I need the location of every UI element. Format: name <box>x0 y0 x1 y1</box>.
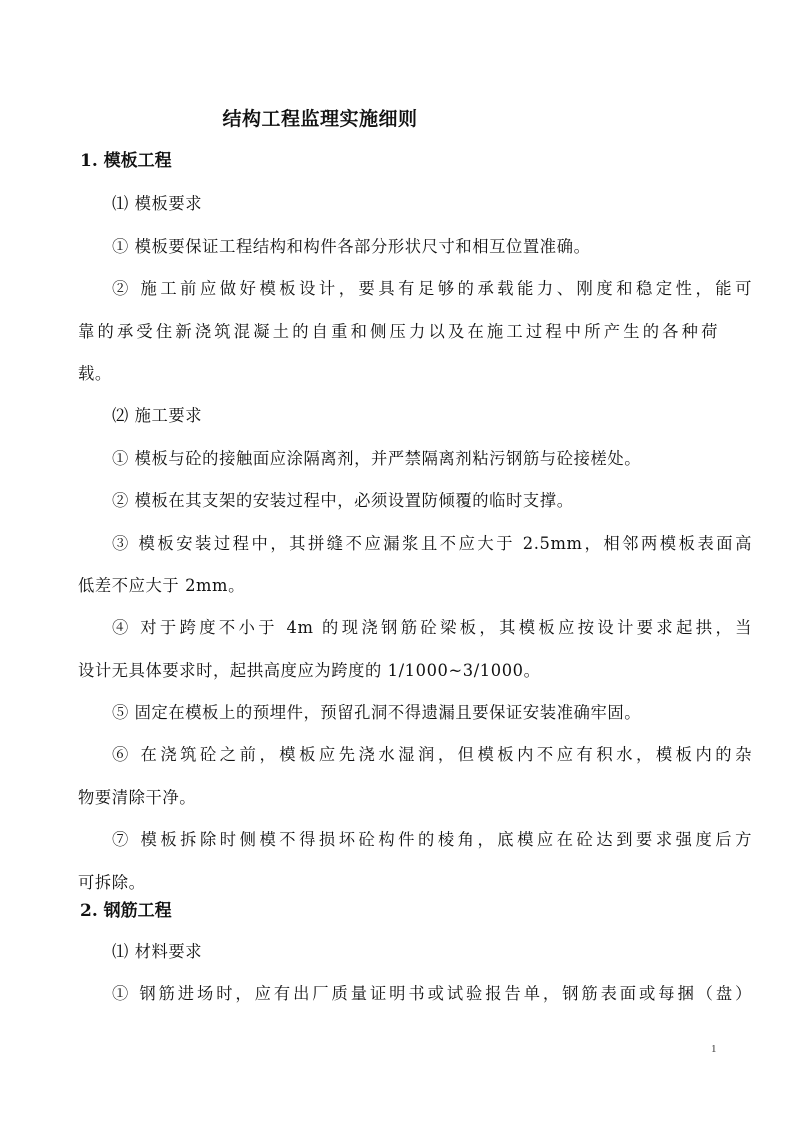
paragraph-line: 载。 <box>78 364 112 383</box>
document-title: 结构工程监理实施细则 <box>222 108 418 130</box>
section-heading: 2. 钢筋工程 <box>80 901 172 921</box>
paragraph-line: ⑵ 施工要求 <box>112 406 203 425</box>
paragraph-line: ⑴ 材料要求 <box>112 942 203 961</box>
paragraph-line: 低差不应大于 2mm。 <box>78 576 245 595</box>
paragraph-line: ① 模板要保证工程结构和构件各部分形状尺寸和相互位置准确。 <box>112 237 591 256</box>
paragraph-line: 靠的承受住新浇筑混凝土的自重和侧压力以及在施工过程中所产生的各种荷 <box>78 322 718 341</box>
paragraph-line: ⑥ 在浇筑砼之前，模板应先浇水湿润，但模板内不应有积水，模板内的杂 <box>112 745 752 764</box>
paragraph-line: ① 模板与砼的接触面应涂隔离剂，并严禁隔离剂粘污钢筋与砼接槎处。 <box>112 449 642 468</box>
page-number: 1 <box>711 1043 717 1055</box>
paragraph-line: 可拆除。 <box>78 873 146 892</box>
paragraph-line: ⑦ 模板拆除时侧模不得损坏砼构件的棱角，底模应在砼达到要求强度后方 <box>112 830 752 849</box>
paragraph-line: 物要清除干净。 <box>78 788 197 807</box>
paragraph-line: ② 施工前应做好模板设计，要具有足够的承载能力、刚度和稳定性，能可 <box>112 279 752 298</box>
paragraph-line: 设计无具体要求时，起拱高度应为跨度的 1/1000~3/1000。 <box>78 661 541 680</box>
paragraph-line: ⑤ 固定在模板上的预埋件，预留孔洞不得遗漏且要保证安装准确牢固。 <box>112 703 642 722</box>
paragraph-line: ③ 模板安装过程中，其拼缝不应漏浆且不应大于 2.5mm，相邻两模板表面高 <box>112 534 752 553</box>
paragraph-line: ⑴ 模板要求 <box>112 194 203 213</box>
paragraph-line: ② 模板在其支架的安装过程中，必须设置防倾覆的临时支撑。 <box>112 491 574 510</box>
paragraph-line: ④ 对于跨度不小于 4m 的现浇钢筋砼梁板，其模板应按设计要求起拱，当 <box>112 618 752 637</box>
section-heading: 1. 模板工程 <box>80 151 172 171</box>
paragraph-line: ① 钢筋进场时，应有出厂质量证明书或试验报告单，钢筋表面或每捆（盘） <box>112 984 752 1003</box>
